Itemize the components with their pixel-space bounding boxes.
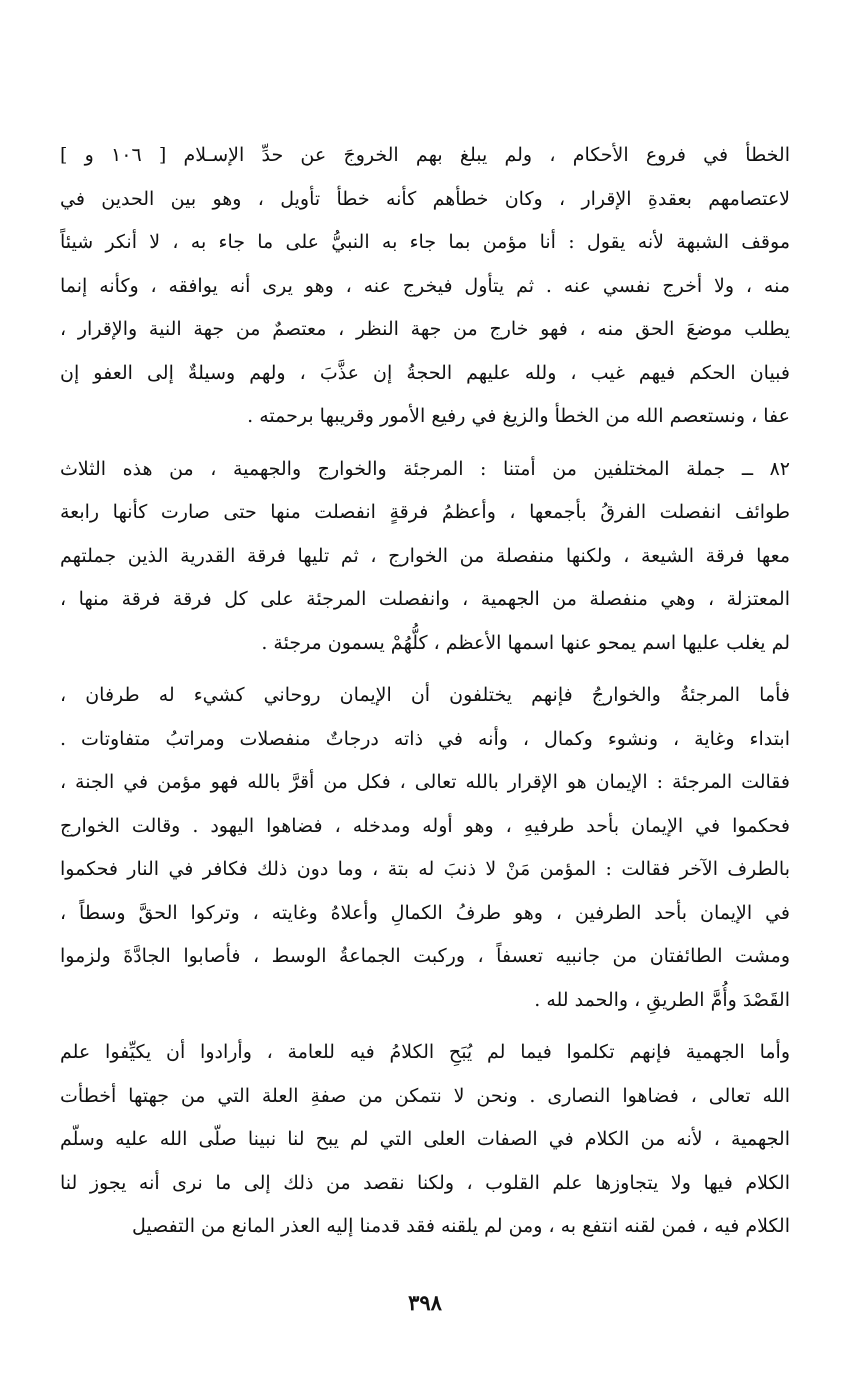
text-line: المعتزلة ، وهي منفصلة من الجهمية ، وانفصلت المرجئة على كل فرقة فرقة منها ، (60, 588, 790, 610)
text-line: ومشت الطائفتان من جانبيه تعسفاً ، وركبت الجماعةُ الوسط ، فأصابوا الجادَّةَ ولزموا (60, 945, 790, 967)
paragraph (60, 134, 790, 439)
text-line: وأما الجهمية فإنهم تكلموا فيما لم يُبَحِ الكلامُ فيه للعامة ، وأرادوا أن يكيِّفوا علم (60, 1041, 790, 1063)
text-line: لاعتصامهم بعقدةِ الإقرار ، وكان خطأهم كأنه خطأ تأويل ، وهو بين الحدين في (60, 187, 790, 210)
text-line: موقف الشبهة لأنه يقول : أنا مؤمن بما جاء به النبيُّ على ما جاء به ، لا أنكر شيئاً (60, 231, 790, 253)
text-line: فقالت المرجئة : الإيمان هو الإقرار بالله تعالى ، فكل من أقرَّ بالله فهو مؤمن في الجنة ، (60, 771, 790, 793)
text-line: الجهمية ، لأنه من الكلام في الصفات العلى التي لم يبح لنا نبينا صلّى الله عليه وسلّم (60, 1128, 790, 1150)
text-line: الخطأ في فروع الأحكام ، ولم يبلغ بهم الخروجَ عن حدِّ الإسـلام [ ١٠٦ و ] (60, 144, 790, 166)
text-line: الكلام فيه ، فمن لقنه انتفع به ، ومن لم يلقنه فقد قدمنا إليه العذر المانع من التفصيل (132, 1215, 790, 1237)
text-line: في الإيمان بأحد الطرفين ، وهو طرفُ الكمالِ وأعلاهُ وغايته ، وتركوا الحقَّ وسطاً ، (60, 901, 790, 924)
text-line: فأما المرجئةُ والخوارجُ فإنهم يختلفون أن الإيمان روحاني كشيء له طرفان ، (60, 684, 790, 706)
text-line: لم يغلب عليها اسم يمحو عنها اسمها الأعظم ، كلُّهُمْ يسمون مرجئة . (261, 631, 790, 654)
paragraph (60, 448, 790, 666)
text-line: الله تعالى ، فضاهوا النصارى . ونحن لا نتمكن من صفةِ العلة التي من جهتها أخطأت (60, 1084, 790, 1107)
text-line: يطلب موضعَ الحق منه ، فهو خارج من جهة النظر ، معتصمٌ من جهة النية والإقرار ، (60, 318, 790, 340)
paragraph (60, 1031, 790, 1249)
text-line: ٨٢ ــ جملة المختلفين من أمتنا : المرجئة والخوارج والجهمية ، من هذه الثلاث (60, 457, 790, 480)
text-line: القَصْدَ وأُمَّ الطريقِ ، والحمد لله . (534, 988, 790, 1011)
paragraph (60, 674, 790, 1022)
text-line: معها فرقة الشيعة ، ولكنها منفصلة من الخوارج ، ثم تليها فرقة القدرية الذين جملتهم (60, 544, 790, 567)
text-line: منه ، ولا أخرج نفسي عنه . ثم يتأول فيخرج عنه ، وهو يرى أنه يوافقه ، وكأنه إنما (60, 274, 790, 297)
text-line: طوائف انفصلت الفرقُ بأجمعها ، وأعظمُ فرقةٍ انفصلت منها حتى صارت كأنها رابعة (60, 501, 790, 523)
text-line: الكلام فيها ولا يتجاوزها علم القلوب ، ولكنا نقصد من ذلك إلى ما نرى أنه يجوز لنا (60, 1171, 790, 1194)
text-line: ابتداء وغاية ، ونشوء وكمال ، وأنه في ذاته درجاتٌ منفصلات ومراتبُ متفاوتات . (60, 727, 790, 750)
text-line: فحكموا في الإيمان بأحد طرفيهِ ، وهو أوله ومدخله ، فضاهوا اليهود . وقالت الخوارج (60, 814, 790, 837)
text-line: فبيان الحكم فيهم غيب ، ولله عليهم الحجةُ إن عذَّبَ ، ولهم وسيلةٌ إلى العفو إن (60, 361, 790, 384)
text-line: بالطرف الآخر فقالت : المؤمن مَنْ لا ذنبَ له بتة ، وما دون ذلك فكافر في النار فحكموا (60, 858, 790, 880)
page-number: ٣٩٨ (408, 1290, 442, 1315)
page-body-text (60, 134, 790, 1249)
text-line: عفا ، ونستعصم الله من الخطأ والزيغ في رفيع الأمور وقريبها برحمته . (247, 405, 790, 427)
